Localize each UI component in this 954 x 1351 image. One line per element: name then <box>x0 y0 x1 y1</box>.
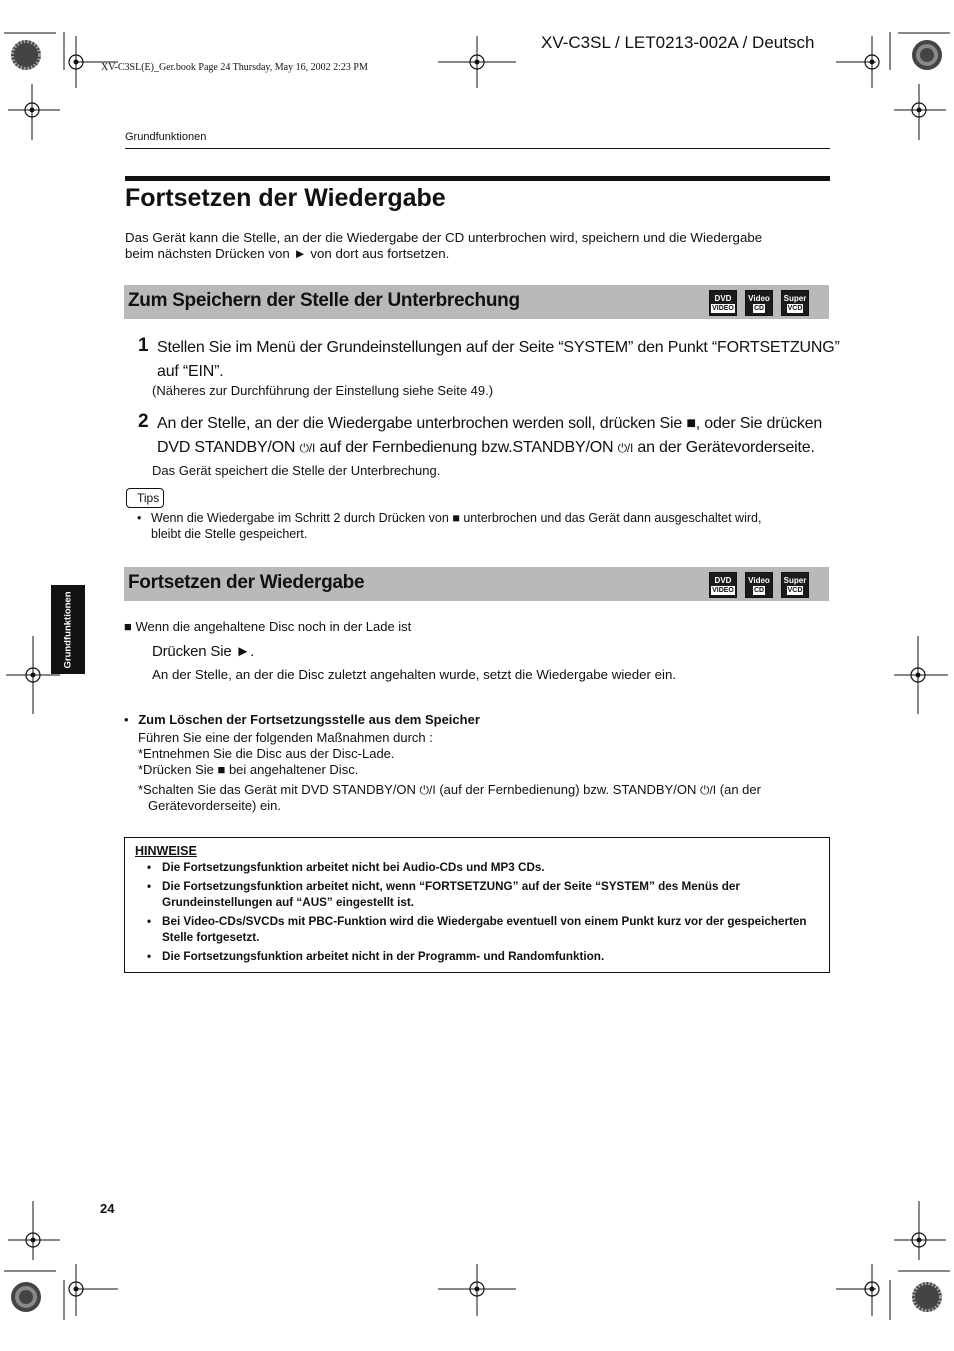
disc-icons <box>709 290 809 316</box>
header-rule <box>125 148 830 149</box>
standby-icon: ⏻/I <box>617 441 634 455</box>
tips-text: • Wenn die Wiedergabe im Schritt 2 durch Drücken von ■ unterbrochen und das Gerät dann ausgeschaltet wird, bleibt die Stelle gespeichert. <box>137 511 762 541</box>
standby-icon: ⏻/I <box>419 783 436 797</box>
step-2-text: An der Stelle, an der die Wiedergabe unterbrochen werden soll, drücken Sie ■, oder Sie drücken DVD STANDBY/ON ⏻/I auf der Fernbedienung bzw.STANDBY/ON ⏻/I an der Gerätevorderseite. <box>157 415 823 456</box>
intro-paragraph <box>125 230 830 262</box>
notes-list <box>147 860 807 968</box>
tips-label: Tips <box>126 488 164 508</box>
step-1-number: 1 <box>138 335 149 356</box>
list-item: • Bei Video-CDs/SVCDs mit PBC-Funktion wird die Wiedergabe eventuell von einem Punkt kurz vor der gespeicherten Stelle fortgesetzt. <box>147 914 807 946</box>
section-header-resume <box>124 567 829 601</box>
side-tab: Grundfunktionen <box>51 585 85 674</box>
file-info: XV-C3SL(E)_Ger.book Page 24 Thursday, May 16, 2002 2:23 PM <box>101 62 368 73</box>
document-title: XV-C3SL / LET0213-002A / Deutsch <box>541 33 815 52</box>
resume-result: An der Stelle, an der die Disc zuletzt angehalten wurde, setzt die Wiedergabe wieder ein. <box>152 667 677 682</box>
notes-heading: HINWEISE <box>135 844 197 858</box>
standby-icon: ⏻/I <box>299 441 316 455</box>
list-item: • Die Fortsetzungsfunktion arbeitet nicht bei Audio-CDs und MP3 CDs. <box>147 860 807 876</box>
clear-section: • Zum Löschen der Fortsetzungsstelle aus dem Speicher <box>124 712 480 727</box>
intro-line-1: Das Gerät kann die Stelle, an der die Wiedergabe der CD unterbrochen wird, speichern und die Wiedergabe <box>125 230 763 245</box>
clear-list: Führen Sie eine der folgenden Maßnahmen durch : *Entnehmen Sie die Disc aus der Disc-Lade. *Drücken Sie ■ bei angehaltener Disc. *Schalten Sie das Gerät mit DVD STANDBY/ON ⏻/I (auf der Fernbedienung) bzw. STANDBY/ON ⏻/I (an der Gerätevorderseite) ein. <box>138 730 761 813</box>
step-2-number: 2 <box>138 411 149 432</box>
dvd-video-icon: DVD VIDEO <box>709 290 737 316</box>
step-1-text: Stellen Sie im Menü der Grundeinstellungen auf der Seite “SYSTEM” den Punkt “FORTSETZUNG” auf “EIN”. <box>157 339 840 380</box>
list-item: • Die Fortsetzungsfunktion arbeitet nicht in der Programm- und Randomfunktion. <box>147 949 807 965</box>
step-2-note: Das Gerät speichert die Stelle der Unterbrechung. <box>152 463 441 478</box>
page-number: 24 <box>100 1201 115 1216</box>
section-title-save: Zum Speichern der Stelle der Unterbrechung <box>128 290 520 311</box>
step-1-note: (Näheres zur Durchführung der Einstellung siehe Seite 49.) <box>152 383 494 398</box>
resume-case: ■ Wenn die angehaltene Disc noch in der Lade ist <box>124 619 412 634</box>
standby-icon: ⏻/I <box>699 783 717 797</box>
title-rule <box>125 176 830 181</box>
disc-icons <box>709 572 809 598</box>
resume-press: Drücken Sie ►. <box>152 643 255 660</box>
video-cd-icon: Video CD <box>745 572 773 598</box>
video-cd-icon: Video CD <box>745 290 773 316</box>
breadcrumb: Grundfunktionen <box>125 131 207 143</box>
section-header-save <box>124 285 829 319</box>
super-vcd-icon: Super VCD <box>781 572 809 598</box>
page-title: Fortsetzen der Wiedergabe <box>125 184 446 212</box>
super-vcd-icon: Super VCD <box>781 290 809 316</box>
intro-line-2: beim nächsten Drücken von ► von dort aus fortsetzen. <box>125 246 450 261</box>
dvd-video-icon: DVD VIDEO <box>709 572 737 598</box>
clear-title: Zum Löschen der Fortsetzungsstelle aus dem Speicher <box>138 712 480 727</box>
section-title-resume: Fortsetzen der Wiedergabe <box>128 572 365 593</box>
notes-box <box>124 837 830 973</box>
list-item: • Die Fortsetzungsfunktion arbeitet nicht, wenn “FORTSETZUNG” auf der Seite “SYSTEM” des Menüs der Grundeinstellungen auf “AUS” eingestellt ist. <box>147 879 807 911</box>
